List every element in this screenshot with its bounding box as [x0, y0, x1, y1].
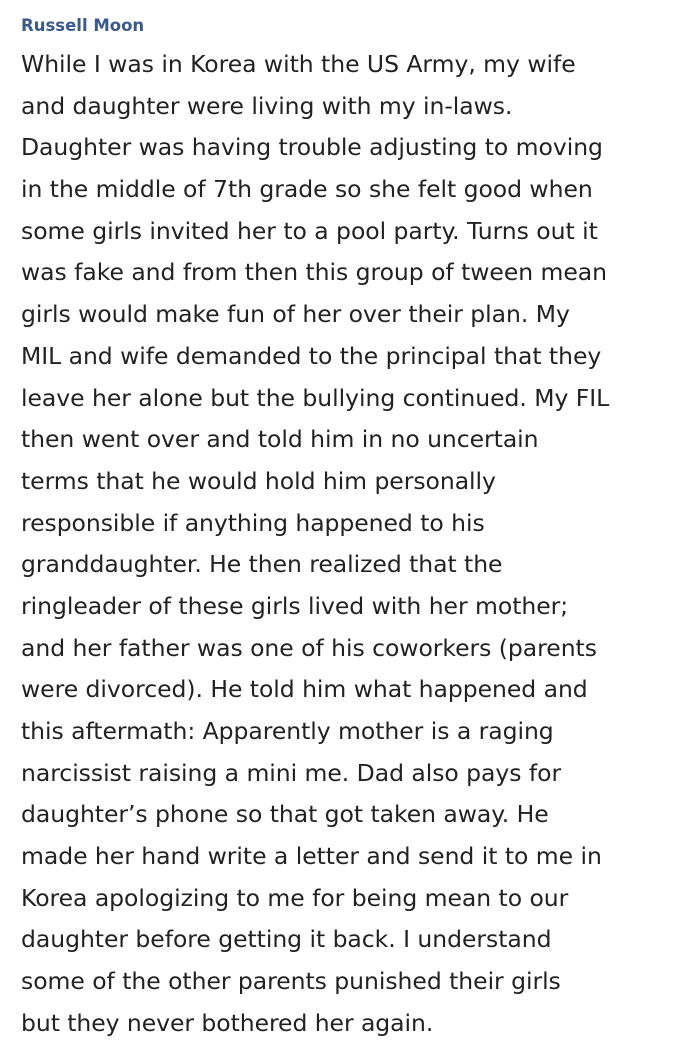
- comment-line: ringleader of these girls lived with her mother;: [21, 591, 569, 620]
- comment: [21, 14, 689, 1045]
- comment-author[interactable]: Russell Moon: [21, 16, 145, 35]
- comment-line: While I was in Korea with the US Army, my wife: [21, 50, 576, 78]
- comment-line: some girls invited her to a pool party. Turns out it: [21, 216, 598, 245]
- comment-line: girls would make fun of her over their plan. My: [21, 300, 570, 329]
- comment-line: this aftermath: Apparently mother is a raging: [21, 717, 554, 745]
- comment-line: granddaughter. He then realized that the: [21, 550, 503, 579]
- comment-line: made her hand write a letter and send it to me in: [21, 842, 602, 871]
- comment-line: then went over and told him in no uncertain: [21, 425, 539, 454]
- comment-line: some of the other parents punished their girls: [21, 967, 561, 996]
- comment-line: were divorced). He told him what happened and: [21, 675, 588, 704]
- comment-line: narcissist raising a mini me. Dad also pays for: [21, 758, 562, 787]
- comment-line: Korea apologizing to me for being mean to our: [21, 883, 569, 912]
- comment-line: MIL and wife demanded to the principal that they: [21, 341, 602, 370]
- comment-line: daughter before getting it back. I understand: [21, 925, 552, 954]
- comment-line: leave her alone but the bullying continued. My FIL: [21, 383, 610, 412]
- comment-line: responsible if anything happened to his: [21, 508, 485, 537]
- comment-line: was fake and from then this group of tween mean: [21, 258, 608, 287]
- comment-line: in the middle of 7th grade so she felt good when: [21, 175, 593, 204]
- comment-line: and her father was one of his coworkers (parents: [21, 633, 597, 662]
- comment-line: but they never bothered her again.: [21, 1008, 434, 1037]
- comment-line: Daughter was having trouble adjusting to moving: [21, 133, 603, 162]
- comment-body: [21, 44, 689, 1045]
- comment-line: terms that he would hold him personally: [21, 466, 496, 495]
- comment-line: daughter’s phone so that got taken away. He: [21, 800, 549, 829]
- comment-line: and daughter were living with my in-laws.: [21, 91, 513, 120]
